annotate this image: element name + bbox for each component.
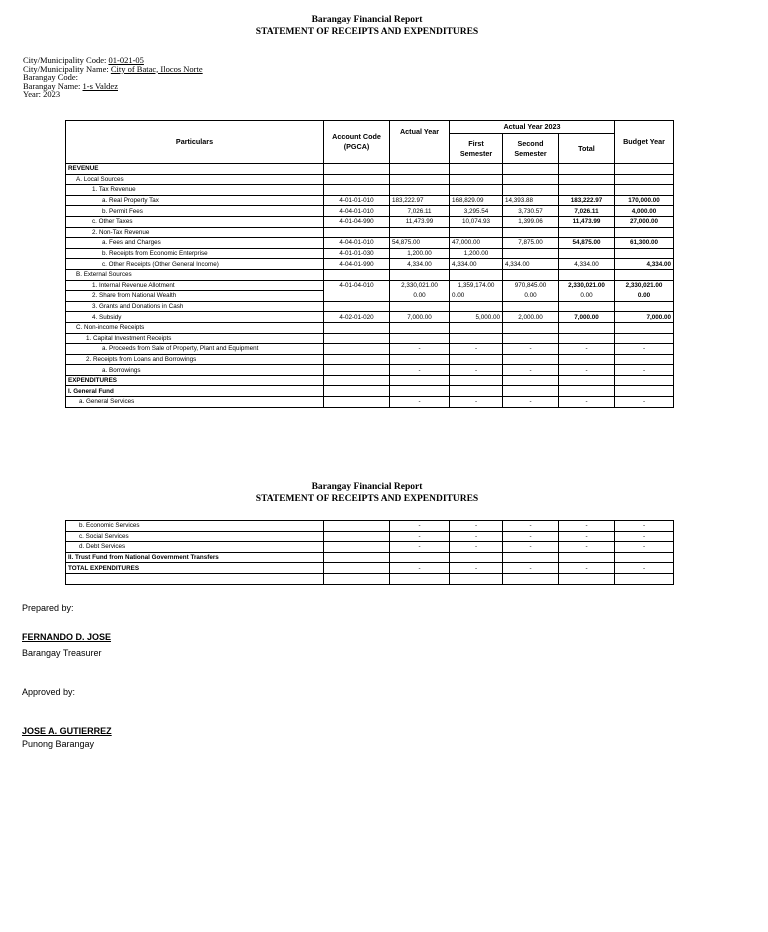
report-subtitle: STATEMENT OF RECEIPTS AND EXPENDITURES [255,27,479,37]
city-code-label: City/Municipality Code: [23,55,109,65]
col-account-code: Account Code (PGCA) [324,121,390,164]
city-name-value: City of Batac, Ilocos Norte [110,63,203,74]
table-row: b. Economic Services - - - - - [66,521,674,532]
table-row: c. Other Taxes 4-01-04-990 11,473.99 10,074.93 1,399.06 11,473.99 27,000.00 [66,216,674,227]
barangay-code-line: Barangay Code: [23,72,78,83]
table-row: I. General Fund [66,386,674,397]
receipts-table-page2 [65,520,674,585]
table-row: B. External Sources [66,269,674,280]
table-row: a. Proceeds from Sale of Property, Plant and Equipment - - - - - [66,344,674,355]
table-row: 2. Non-Tax Revenue [66,227,674,238]
table-row: TOTAL EXPENDITURES - - - - - [66,563,674,574]
col-first-semester: First Semester [450,134,503,164]
table-row [66,573,674,584]
approved-by-label: Approved by: [22,687,76,697]
barangay-name-label: Barangay Name: [23,80,83,91]
approved-by-name: JOSE A. GUTIERREZ [22,726,112,736]
table-row: REVENUE [66,164,674,175]
approved-by-title: Punong Barangay [22,739,95,749]
table-row: 1. Internal Revenue Allotment 4-01-04-010 2,330,021.00 1,359,174.00 970,845.00 2,330,021.00 2,330,021.00 [66,280,674,291]
report-title-page2: Barangay Financial Report [311,482,423,492]
prepared-by-label: Prepared by: [22,603,74,613]
barangay-name-value: 1-s Valdez [82,80,118,91]
prepared-by-name: FERNANDO D. JOSE [22,632,112,642]
table-row: c. Other Receipts (Other General Income) 4-04-01-990 4,334.00 4,334.00 4,334.00 4,334.00 4,334.00 [66,259,674,270]
prepared-by-block [22,632,111,659]
table-row: 1. Tax Revenue [66,185,674,196]
year-line: Year: 2023 [23,89,61,100]
col-actual-year-2023: Actual Year 2023 [450,121,615,134]
table-row: 2. Share from National Wealth 0.00 0.00 0.00 0.00 0.00 [66,291,674,302]
table-row: b. Receipts from Economic Enterprise 4-01-01-030 1,200.00 1,200.00 [66,248,674,259]
city-code-value: 01-021-05 [108,55,144,65]
table-row: a. Borrowings - - - - - [66,365,674,376]
col-total: Total [559,134,615,164]
report-title: Barangay Financial Report [311,15,423,25]
approved-by-block [22,726,112,750]
col-actual-year: Actual Year [390,121,450,164]
table-row: II. Trust Fund from National Government Transfers [66,552,674,563]
table-row: b. Permit Fees 4-04-01-010 7,026.11 3,295.54 3,730.57 7,026.11 4,000.00 [66,206,674,217]
city-name-label: City/Municipality Name: [23,63,111,74]
col-particulars: Particulars [66,121,324,164]
col-second-semester: Second Semester [503,134,559,164]
table-row: a. Real Property Tax 4-01-01-010 183,222.97 168,829.09 14,393.88 183,222.97 170,000.00 [66,195,674,206]
col-budget-year: Budget Year [615,121,674,164]
report-subtitle-page2: STATEMENT OF RECEIPTS AND EXPENDITURES [255,494,479,504]
table-row: 2. Receipts from Loans and Borrowings [66,354,674,365]
table-row: EXPENDITURES [66,375,674,386]
table-row: A. Local Sources [66,174,674,185]
table-row: c. Social Services - - - - - [66,531,674,542]
prepared-by-title: Barangay Treasurer [22,648,102,658]
receipts-table-page1 [65,120,674,408]
table-row: 1. Capital Investment Receipts [66,333,674,344]
table-row: a. General Services - - - - - [66,397,674,408]
table-row: 3. Grants and Donations in Cash [66,301,674,312]
table-row: a. Fees and Charges 4-04-01-010 54,875.00 47,000.00 7,875.00 54,875.00 61,300.00 [66,238,674,249]
table-row: 4. Subsidy 4-02-01-020 7,000.00 5,000.00 2,000.00 7,000.00 7,000.00 [66,312,674,323]
report-meta [23,56,203,99]
table-row: d. Debt Services - - - - - [66,542,674,553]
table-row: C. Non-income Receipts [66,322,674,333]
